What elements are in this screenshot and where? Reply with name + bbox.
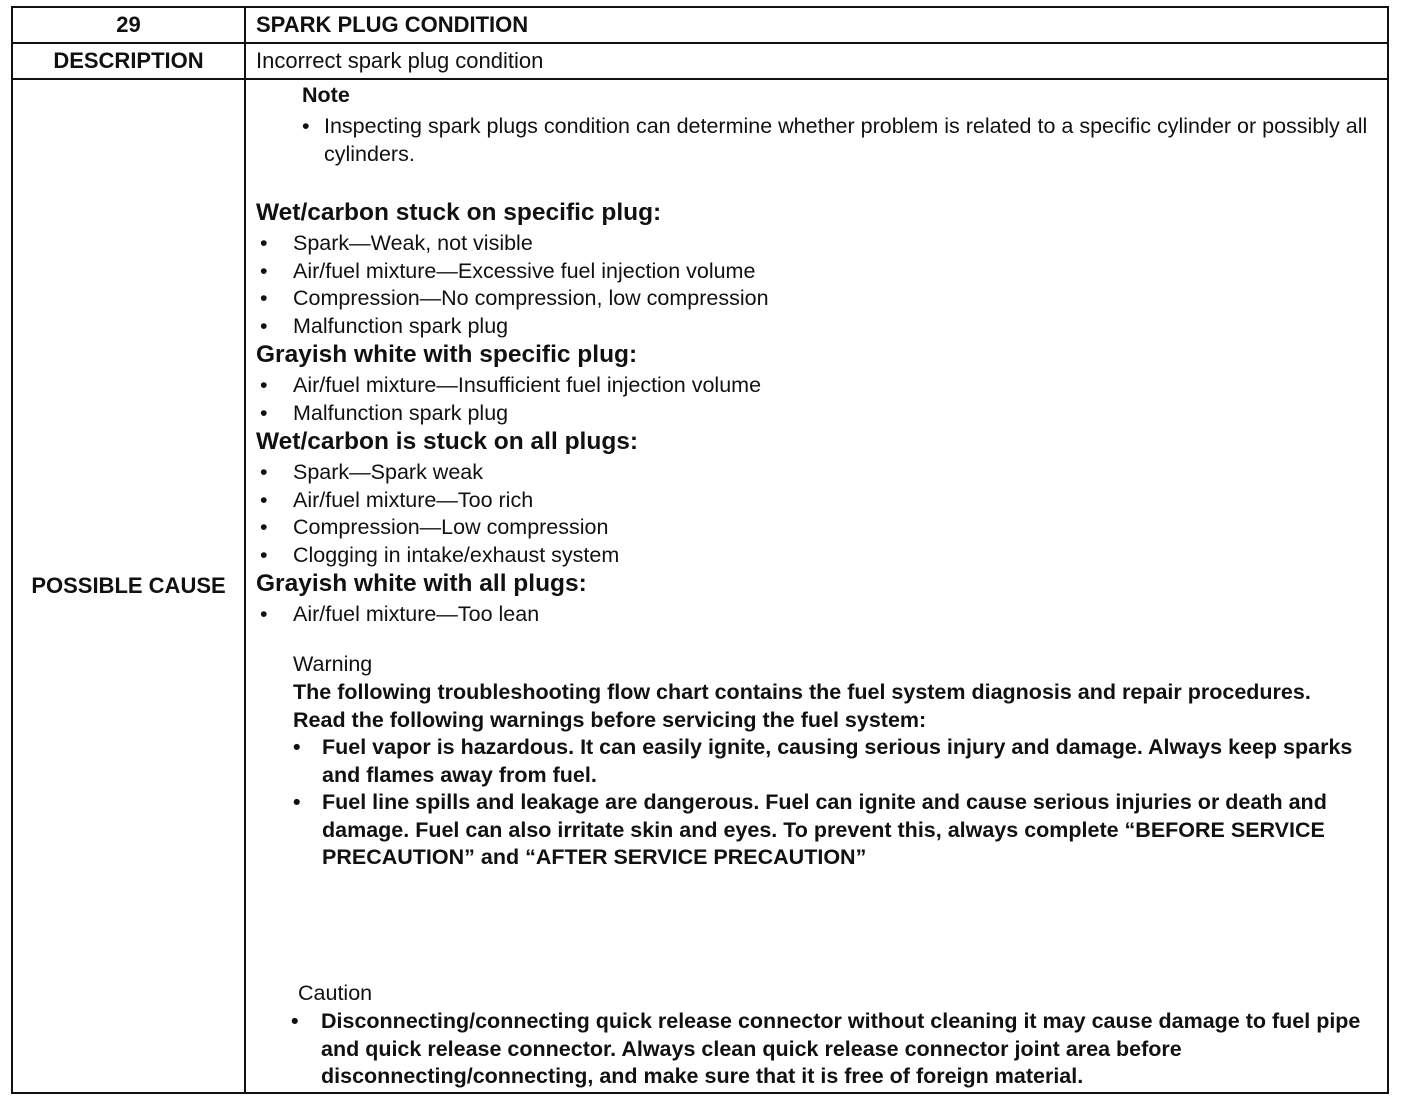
table-row-description xyxy=(13,44,1387,80)
section-list xyxy=(260,459,1340,569)
warning-item-text: Fuel line spills and leakage are dangerous. Fuel can ignite and cause serious injuries or death and damage. Fuel can also irritate skin and eyes. To prevent this, always complete “BEFORE SERVICE PRECAUTION” and “AFTER SERVICE PRECAUTION” xyxy=(322,790,1327,869)
troubleshooting-table xyxy=(11,6,1389,1094)
warning-title: Warning xyxy=(293,652,373,676)
caution-item xyxy=(291,1008,1376,1091)
list-item xyxy=(260,487,1340,515)
bullet-icon: • xyxy=(260,460,268,484)
list-item-text: Air/fuel mixture—Too lean xyxy=(293,602,540,626)
caution-title: Caution xyxy=(298,981,373,1005)
description-text: Incorrect spark plug condition xyxy=(256,48,544,73)
list-item xyxy=(260,372,1340,400)
note-list xyxy=(302,113,1382,168)
section-heading: Grayish white with specific plug: xyxy=(256,341,638,368)
list-item-text: Malfunction spark plug xyxy=(293,313,509,338)
item-number: 29 xyxy=(13,8,246,42)
section-list xyxy=(260,230,1340,340)
list-item-text: Air/fuel mixture—Insufficient fuel injection volume xyxy=(293,373,762,397)
list-item-text: Spark—Weak, not visible xyxy=(293,231,533,255)
possible-cause-content xyxy=(246,80,1387,1092)
section-list xyxy=(260,601,1340,629)
list-item-text: Compression—Low compression xyxy=(293,515,609,539)
item-title: SPARK PLUG CONDITION xyxy=(256,12,529,37)
list-item-text: Malfunction spark plug xyxy=(293,400,509,425)
list-item xyxy=(260,514,1340,542)
note-item xyxy=(302,113,1382,168)
caution-item-text: Disconnecting/connecting quick release connector without cleaning it may cause damage to fuel pipe and quick release connector. Always clean quick release connector joint area before disconnecting/connecting, and make sure that it is free of foreign material. xyxy=(321,1009,1361,1088)
bullet-icon: • xyxy=(293,735,301,759)
bullet-icon: • xyxy=(302,114,310,138)
warning-item xyxy=(293,734,1363,789)
table-row-header xyxy=(13,8,1387,44)
warning-item-text: Fuel vapor is hazardous. It can easily ignite, causing serious injury and damage. Always keep sparks and flames away from fuel. xyxy=(322,735,1353,787)
caution-list xyxy=(291,1008,1376,1091)
bullet-icon: • xyxy=(260,515,268,539)
section-heading: Wet/carbon is stuck on all plugs: xyxy=(256,428,639,455)
section-heading: Grayish white with all plugs: xyxy=(256,570,587,597)
list-item-text: Spark—Spark weak xyxy=(293,460,483,484)
bullet-icon: • xyxy=(260,313,268,338)
list-item xyxy=(260,459,1340,487)
list-item xyxy=(260,400,1340,428)
list-item-text: Clogging in intake/exhaust system xyxy=(293,542,620,567)
bullet-icon: • xyxy=(260,286,268,310)
list-item xyxy=(260,542,1340,570)
bullet-icon: • xyxy=(260,400,268,425)
section-list xyxy=(260,372,1340,427)
bullet-icon: • xyxy=(260,542,268,567)
bullet-icon: • xyxy=(293,790,301,814)
list-item xyxy=(260,313,1340,341)
description-label: DESCRIPTION xyxy=(13,44,246,78)
bullet-icon: • xyxy=(291,1009,299,1033)
list-item xyxy=(260,230,1340,258)
bullet-icon: • xyxy=(260,487,268,512)
list-item xyxy=(260,601,1340,629)
bullet-icon: • xyxy=(260,602,268,626)
list-item xyxy=(260,285,1340,313)
bullet-icon: • xyxy=(260,231,268,255)
note-item-text: Inspecting spark plugs condition can determine whether problem is related to a specific cylinder or possibly all cylinders. xyxy=(324,114,1368,166)
list-item-text: Air/fuel mixture—Too rich xyxy=(293,487,534,512)
bullet-icon: • xyxy=(260,258,268,283)
note-title: Note xyxy=(302,83,350,107)
table-row-possible-cause xyxy=(13,80,1387,1092)
warning-text: The following troubleshooting flow chart contains the fuel system diagnosis and repair procedures. Read the following warnings before servicing the fuel system: xyxy=(293,680,1311,732)
warning-item xyxy=(293,789,1363,872)
section-heading: Wet/carbon stuck on specific plug: xyxy=(256,199,662,226)
list-item-text: Air/fuel mixture—Excessive fuel injection volume xyxy=(293,258,756,283)
possible-cause-label: POSSIBLE CAUSE xyxy=(13,80,246,1092)
warning-list xyxy=(293,734,1363,872)
bullet-icon: • xyxy=(260,373,268,397)
list-item xyxy=(260,258,1340,286)
list-item-text: Compression—No compression, low compression xyxy=(293,286,769,310)
